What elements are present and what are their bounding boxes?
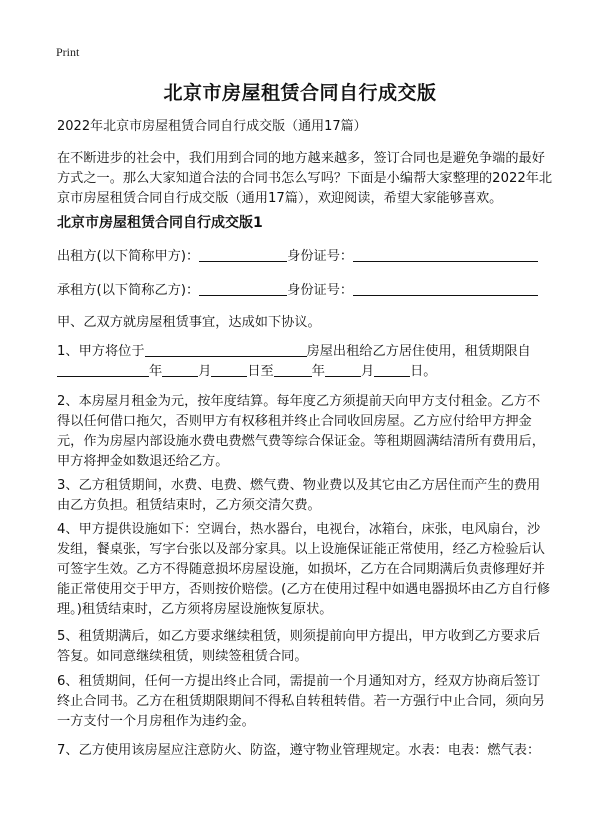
lessor-id-label: 身份证号： (287, 249, 354, 264)
lessor-label: 出租方(以下简称甲方)： (57, 249, 200, 264)
start-year-blank[interactable] (57, 362, 149, 377)
clause-5: 5、租赁期满后，如乙方要求继续租赁，则须提前向甲方提出，甲方收到乙方要求后答复。如同意继续租赁，则续签租赁合同。 (57, 629, 541, 664)
clause-4: 4、甲方提供设施如下：空调台，热水器台，电视台，冰箱台，床张，电风扇台，沙发组，餐桌张，写字台张以及部分家具。以上设施保证能正常使用，经乙方检验后认可签字生效。乙方不得随意损坏房屋设施，如损坏，乙方在合同期满后负责修理好并能正常使用交于甲方，否则按价赔偿。(乙方在使用过程中如遇电器损坏由乙方自行修理。)租赁结束时，乙方须将房屋设施恢复原状。 (57, 522, 551, 617)
section-heading: 北京市房屋租赁合同自行成交版1 (57, 215, 263, 231)
end-day-blank[interactable] (374, 362, 410, 377)
month-label: 月 (360, 364, 375, 379)
clause-7: 7、乙方使用该房屋应注意防火、防盗，遵守物业管理规定。水表：电表：燃气表： (57, 743, 541, 758)
start-day-blank[interactable] (211, 362, 247, 377)
clause-1-prefix: 1、甲方将位于 (57, 344, 145, 359)
lessee-id-label: 身份证号： (287, 283, 354, 298)
month-label: 月 (198, 364, 212, 379)
clause-6: 6、租赁期间，任何一方提出终止合同，需提前一个月通知对方，经双方协商后签订终止合同书。乙方在租赁期限期间不得私自转租转借。若一方强行中止合同，须向另一方支付一个月房租作为违约金。 (57, 674, 545, 729)
page-title: 北京市房屋租赁合同自行成交版 (163, 82, 437, 104)
lessor-line (57, 247, 553, 267)
start-month-blank[interactable] (162, 362, 198, 377)
day-to-label: 日至 (247, 364, 274, 379)
year-label: 年 (149, 364, 163, 379)
clause-1-mid: 房屋出租给乙方居住使用，租赁期限自 (306, 344, 531, 359)
lessee-id-blank[interactable] (353, 281, 538, 296)
print-label[interactable]: Print (56, 45, 80, 59)
lessee-line (57, 281, 553, 301)
lessor-id-blank[interactable] (353, 247, 538, 262)
lessor-name-blank[interactable] (199, 247, 287, 262)
lessee-name-blank[interactable] (199, 281, 287, 296)
clause-1-dates (57, 362, 553, 382)
end-year-blank[interactable] (274, 362, 312, 377)
year-label: 年 (311, 364, 325, 379)
lessee-label: 承租方(以下简称乙方)： (57, 283, 200, 298)
intro-paragraph: 在不断进步的社会中，我们用到合同的地方越来越多，签订合同也是避免争端的最好方式之一。那么大家知道合法的合同书怎么写吗？下面是小编帮大家整理的2022年北京市房屋租赁合同自行成交版（通用17篇），欢迎阅读，希望大家能够喜欢。 (57, 151, 553, 206)
agreement-line: 甲、乙双方就房屋租赁事宜，达成如下协议。 (57, 315, 321, 330)
end-month-blank[interactable] (325, 362, 361, 377)
clause-2: 2、本房屋月租金为元，按年度结算。每年度乙方须提前天向甲方支付租金。乙方不得以任何借口拖欠，否则甲方有权移租并终止合同收回房屋。乙方应付给甲方押金元，作为房屋内部设施水费电费燃气费等综合保证金。等租期圆满结清所有费用后，甲方将押金如数退还给乙方。 (57, 394, 545, 469)
clause-3: 3、乙方租赁期间，水费、电费、燃气费、物业费以及其它由乙方居住而产生的费用由乙方负担。租赁结束时，乙方须交清欠费。 (57, 478, 541, 513)
clause-1 (57, 342, 553, 362)
address-blank[interactable] (145, 342, 307, 357)
day-label: 日。 (410, 364, 437, 379)
subtitle: 2022年北京市房屋租赁合同自行成交版（通用17篇） (57, 119, 367, 134)
